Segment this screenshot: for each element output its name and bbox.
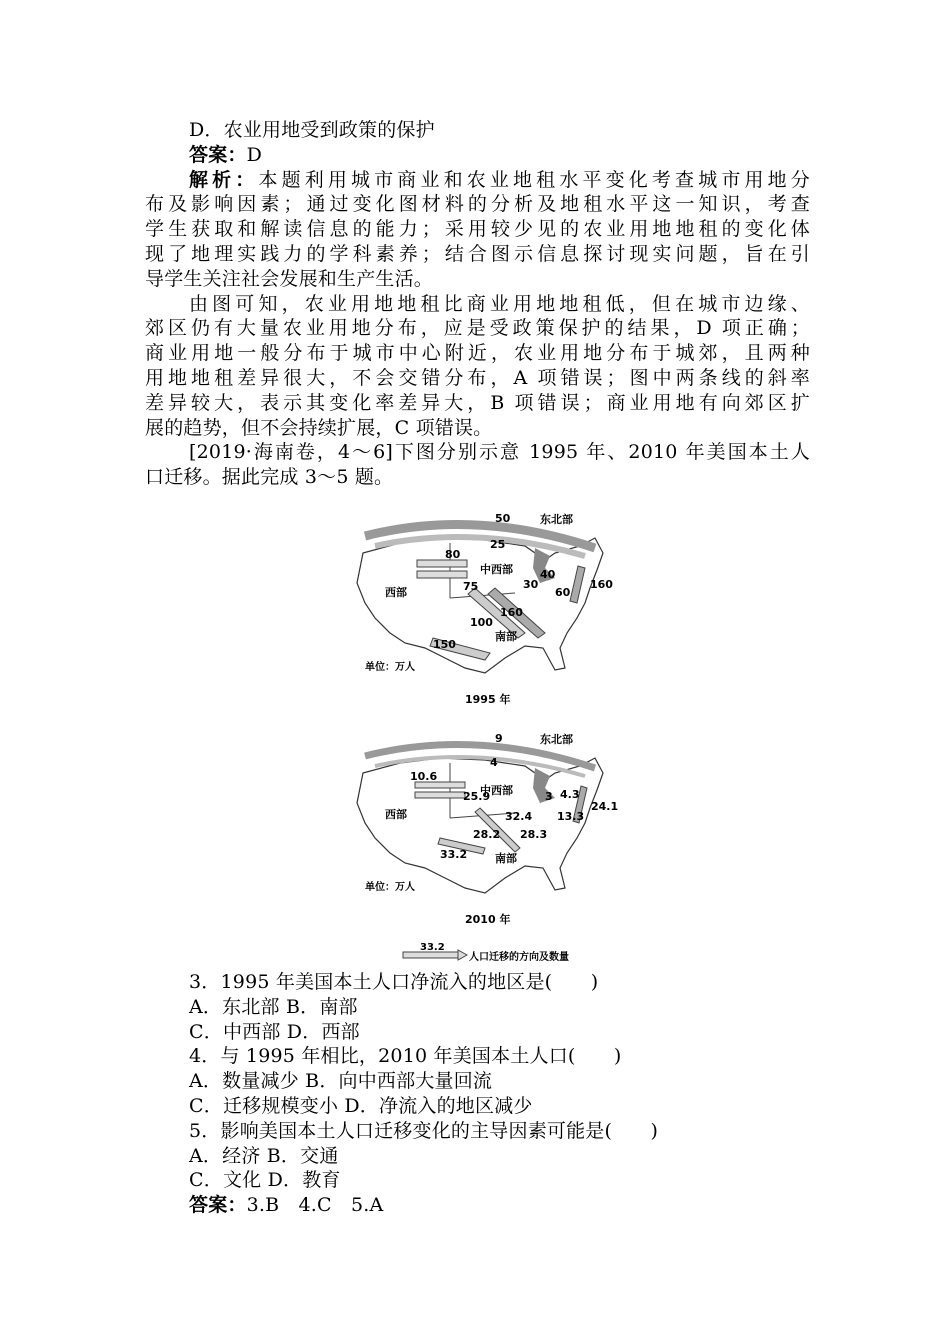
flow-label: 3 bbox=[545, 790, 553, 803]
question-5: 5．影响美国本土人口迁移变化的主导因素可能是( ) bbox=[189, 1119, 659, 1142]
analysis-text-1: 本题利用城市商业和农业地租水平变化考查城市用地分 bbox=[258, 168, 810, 191]
region-ne: 东北部 bbox=[540, 513, 573, 526]
explain-line-6: 展的趋势，但不会持续扩展，C 项错误。 bbox=[145, 416, 493, 439]
question-3-options-1: A．东北部 B．南部 bbox=[189, 995, 358, 1018]
flow-label: 50 bbox=[495, 512, 511, 525]
region-s: 南部 bbox=[495, 630, 517, 643]
flow-label: 25 bbox=[490, 538, 506, 551]
question-3-options-2: C．中西部 D．西部 bbox=[189, 1020, 360, 1043]
legend-arrowhead bbox=[458, 950, 467, 960]
usa-outline bbox=[357, 758, 603, 893]
analysis-line-1 bbox=[145, 168, 810, 193]
question-3: 3．1995 年美国本土人口净流入的地区是( ) bbox=[189, 971, 599, 993]
final-answer-value: 3.B 4.C 5.A bbox=[246, 1194, 384, 1217]
region-w: 西部 bbox=[385, 586, 407, 599]
flow-arrow bbox=[417, 560, 467, 567]
flow-label: 80 bbox=[445, 548, 461, 561]
final-answer-label: 答案： bbox=[189, 1194, 247, 1217]
flow-label: 10.6 bbox=[410, 770, 438, 783]
flow-label: 4.3 bbox=[560, 788, 580, 801]
flow-label: 40 bbox=[540, 568, 556, 581]
analysis-line-3: 学生获取和解读信息的能力；采用较少见的农业用地地租的变化体 bbox=[145, 218, 810, 241]
question-4-options-2: C．迁移规模变小 D．净流入的地区减少 bbox=[189, 1094, 533, 1117]
analysis-label: 解析： bbox=[189, 168, 259, 191]
legend bbox=[345, 940, 615, 966]
map-2010-figure bbox=[345, 728, 619, 928]
flow-label: 32.4 bbox=[505, 810, 533, 823]
flow-arrow bbox=[415, 792, 465, 798]
unit-label: 单位：万人 bbox=[365, 882, 415, 893]
answer-value: D bbox=[246, 143, 263, 166]
source-line-2: 口迁移。据此完成 3～5 题。 bbox=[145, 466, 394, 489]
legend-value: 33.2 bbox=[420, 942, 445, 953]
analysis-line-5: 导学生关注社会发展和生产生活。 bbox=[145, 267, 434, 290]
final-answer bbox=[145, 1193, 810, 1218]
flow-arrow bbox=[417, 571, 467, 578]
explain-line-5: 差异较大，表示其变化率差异大，B 项错误；商业用地有向郊区扩 bbox=[145, 391, 810, 414]
source-line-1: [2019·海南卷，4～6]下图分别示意 1995 年、2010 年美国本土人 bbox=[189, 441, 810, 464]
region-w: 西部 bbox=[385, 808, 407, 821]
document-body bbox=[145, 118, 810, 490]
flow-label: 28.3 bbox=[520, 828, 548, 841]
answer-line bbox=[145, 143, 810, 168]
map-1995-figure bbox=[345, 508, 615, 708]
flow-arrow bbox=[570, 566, 585, 603]
explain-line-3: 商业用地一般分布于城市中心附近，农业用地分布于城郊，且两种 bbox=[145, 342, 810, 365]
question-5-options-2: C．文化 D．教育 bbox=[189, 1169, 341, 1192]
flow-label: 160 bbox=[500, 606, 523, 619]
flow-label: 13.3 bbox=[557, 810, 585, 823]
flow-label: 30 bbox=[523, 578, 539, 591]
flow-label: 25.9 bbox=[463, 790, 491, 803]
question-4-options-1: A．数量减少 B．向中西部大量回流 bbox=[189, 1070, 493, 1093]
year-label: 2010 年 bbox=[465, 913, 511, 926]
flow-label: 4 bbox=[490, 756, 498, 769]
region-mw: 中西部 bbox=[480, 784, 513, 797]
analysis-line-2: 布及影响因素；通过变化图材料的分析及地租水平这一知识，考查 bbox=[145, 193, 810, 216]
explain-line-2: 郊区仍有大量农业用地分布，应是受政策保护的结果，D 项正确； bbox=[145, 317, 810, 340]
flow-label: 160 bbox=[590, 578, 613, 591]
flow-label: 24.1 bbox=[591, 800, 619, 813]
flow-label: 33.2 bbox=[440, 848, 468, 861]
question-5-options-1: A．经济 B．交通 bbox=[189, 1144, 339, 1167]
flow-label: 150 bbox=[433, 638, 456, 651]
analysis-line-4: 现了地理实践力的学科素养；结合图示信息探讨现实问题，旨在引 bbox=[145, 242, 810, 265]
legend-label: 人口迁移的方向及数量 bbox=[469, 952, 569, 963]
map-1995 bbox=[345, 508, 615, 708]
explain-line-1: 由图可知，农业用地地租比商业用地地租低，但在城市边缘、 bbox=[189, 292, 810, 315]
flow-label: 60 bbox=[555, 586, 571, 599]
answer-label: 答案： bbox=[189, 143, 247, 166]
flow-label: 75 bbox=[463, 580, 479, 593]
flow-label: 100 bbox=[470, 616, 493, 629]
region-s: 南部 bbox=[495, 852, 517, 865]
region-ne: 东北部 bbox=[540, 733, 573, 746]
flow-label: 9 bbox=[495, 732, 503, 745]
option-d: D．农业用地受到政策的保护 bbox=[189, 119, 435, 141]
unit-label: 单位：万人 bbox=[365, 662, 415, 673]
explain-line-4: 用地地租差异很大，不会交错分布，A 项错误；图中两条线的斜率 bbox=[145, 366, 810, 389]
year-label: 1995 年 bbox=[465, 693, 511, 706]
map-2010 bbox=[345, 728, 619, 928]
region-mw: 中西部 bbox=[480, 563, 513, 576]
flow-label: 28.2 bbox=[473, 828, 501, 841]
questions-block bbox=[145, 970, 810, 1218]
question-4: 4．与 1995 年相比，2010 年美国本土人口( ) bbox=[189, 1045, 622, 1068]
